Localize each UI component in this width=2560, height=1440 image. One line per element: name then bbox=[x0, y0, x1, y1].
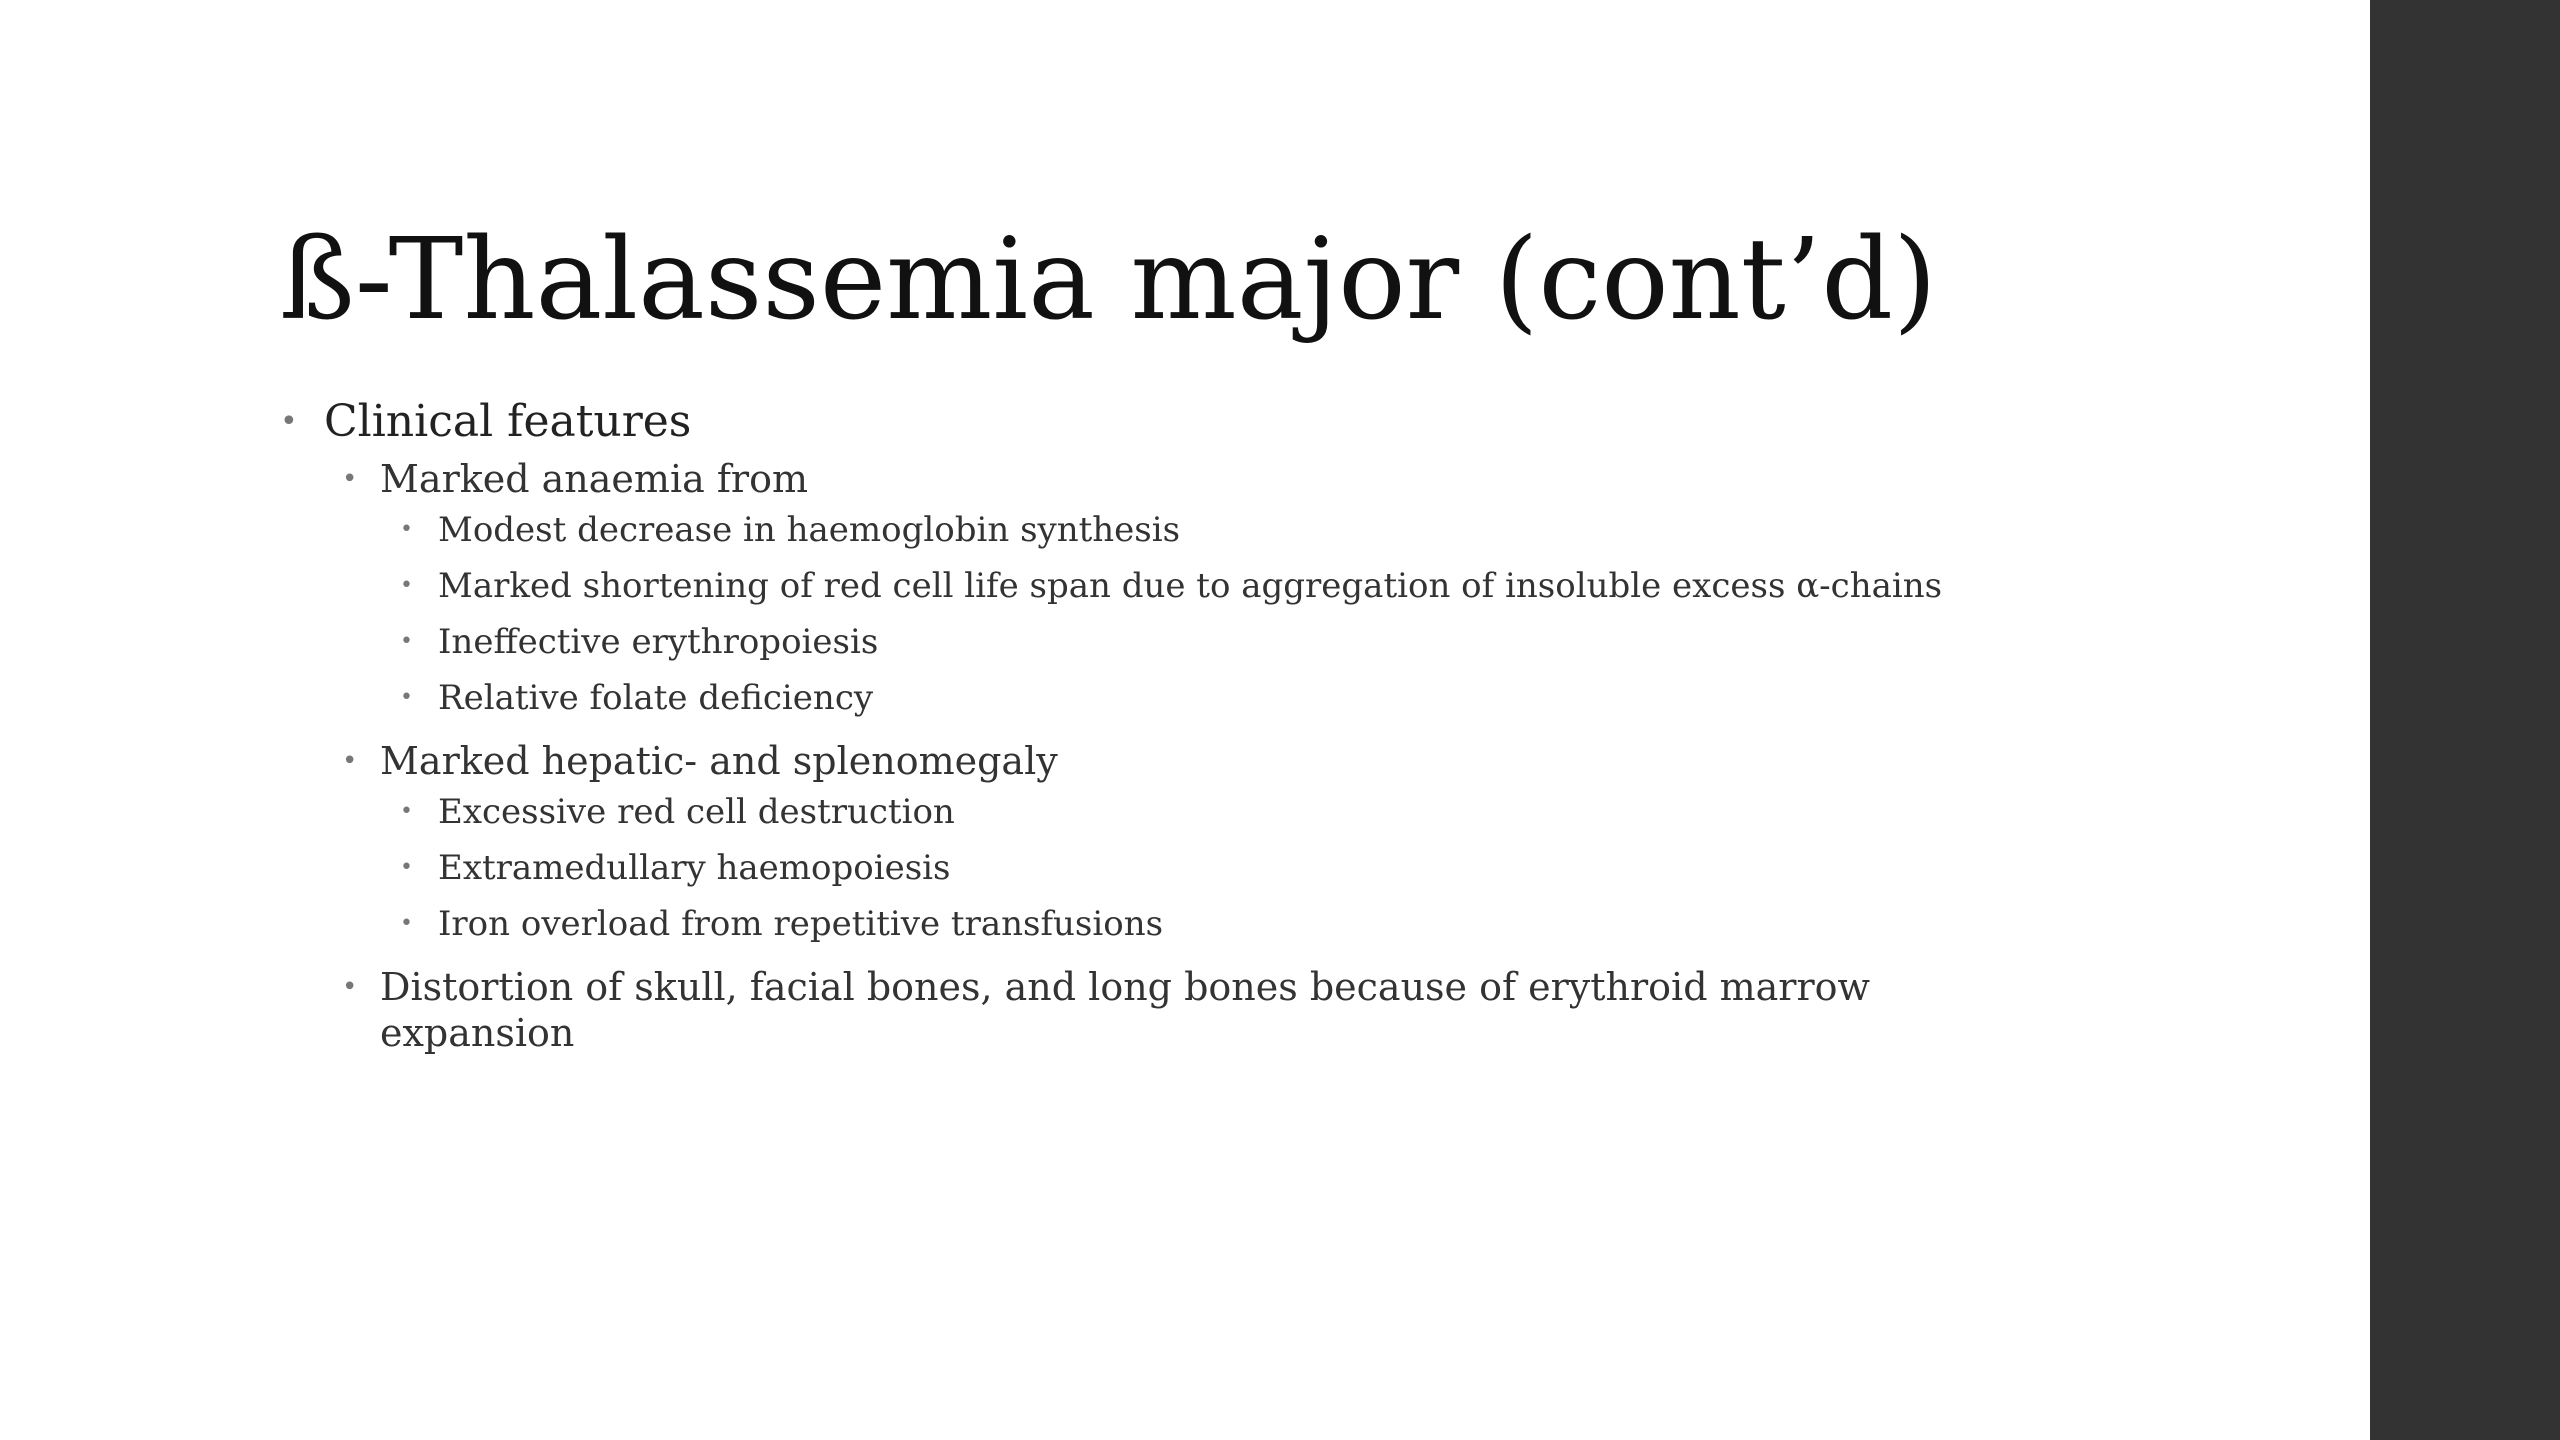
bullet-text: Modest decrease in haemoglobin synthesis bbox=[438, 510, 1181, 550]
bullet-text: Excessive red cell destruction bbox=[438, 792, 955, 832]
bullet-icon: • bbox=[400, 799, 413, 824]
bullet-icon: • bbox=[400, 911, 413, 936]
bullet-item-ineffective-erythropoiesis bbox=[280, 614, 2280, 670]
bullet-item-red-cell-destruction bbox=[280, 784, 2280, 840]
side-panel bbox=[2370, 0, 2560, 1440]
bullet-item-bone-distortion bbox=[280, 964, 2000, 1056]
bullet-item-red-cell-life-span bbox=[280, 558, 2280, 614]
bullet-text: Relative folate deficiency bbox=[438, 678, 874, 718]
bullet-icon: • bbox=[400, 517, 413, 542]
bullet-icon: • bbox=[342, 746, 358, 776]
bullet-text: Distortion of skull, facial bones, and long bones because of erythroid marrow expansion bbox=[380, 965, 1871, 1055]
bullet-text: Clinical features bbox=[324, 396, 692, 447]
bullet-item-iron-overload bbox=[280, 896, 2280, 952]
bullet-icon: • bbox=[400, 629, 413, 654]
bullet-item-extramedullary bbox=[280, 840, 2280, 896]
bullet-text: Marked anaemia from bbox=[380, 457, 808, 501]
bullet-text: Marked shortening of red cell life span due to aggregation of insoluble excess α-chains bbox=[438, 566, 1943, 606]
bullet-icon: • bbox=[280, 404, 298, 439]
bullet-icon: • bbox=[342, 464, 358, 494]
slide-title: ß-Thalassemia major (cont’d) bbox=[280, 215, 1937, 345]
bullet-icon: • bbox=[400, 685, 413, 710]
bullet-item-modest-decrease bbox=[280, 502, 2280, 558]
bullet-text: Extramedullary haemopoiesis bbox=[438, 848, 951, 888]
bullet-icon: • bbox=[400, 855, 413, 880]
bullet-item-marked-anaemia bbox=[280, 456, 2280, 502]
bullet-item-folate-deficiency bbox=[280, 670, 2280, 726]
bullet-item-hepatic-splenomegaly bbox=[280, 738, 2280, 784]
bullet-icon: • bbox=[342, 972, 358, 1002]
bullet-icon: • bbox=[400, 573, 413, 598]
bullet-list bbox=[280, 388, 2280, 1056]
bullet-text: Iron overload from repetitive transfusions bbox=[438, 904, 1164, 944]
bullet-text: Marked hepatic- and splenomegaly bbox=[380, 739, 1058, 783]
bullet-text: Ineffective erythropoiesis bbox=[438, 622, 879, 662]
bullet-item-clinical-features bbox=[280, 388, 2280, 456]
